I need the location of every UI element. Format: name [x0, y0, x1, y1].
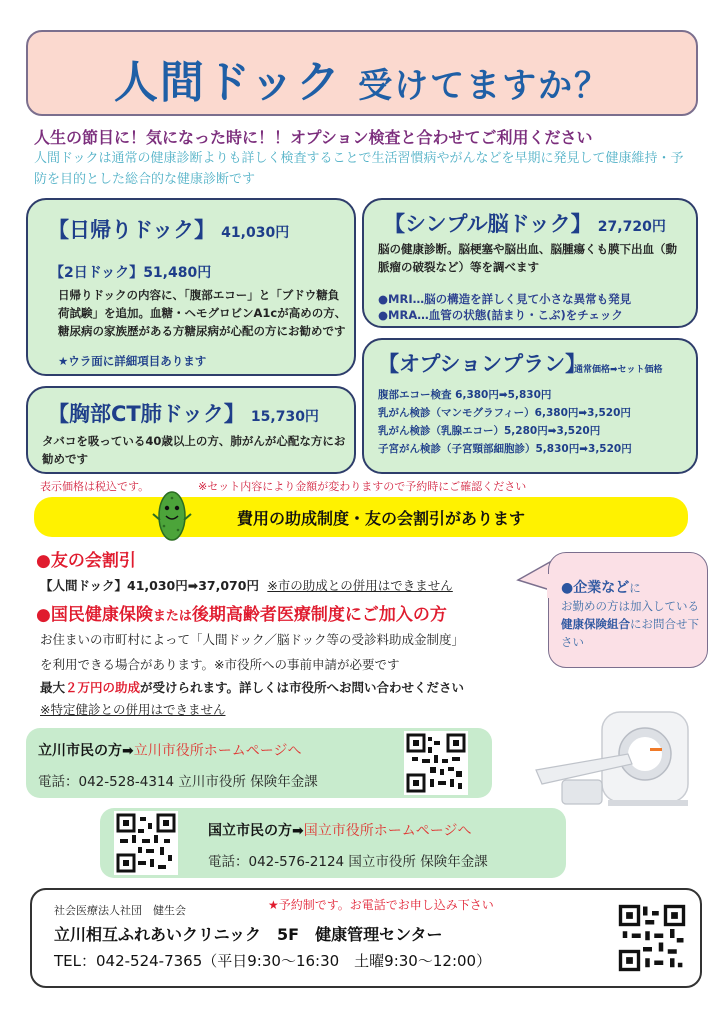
qr-code-icon — [616, 902, 688, 974]
kunitachi-qr-code[interactable] — [114, 811, 178, 875]
kokuho-line3-c: が受けられます。詳しくは市役所へお問い合わせください — [140, 680, 465, 695]
tachikawa-qr-code[interactable] — [404, 731, 468, 795]
title-box — [26, 30, 698, 116]
kokuho-max-subsidy: ２万円の助成 — [65, 680, 141, 695]
tachikawa-phone: 電話：042-528-4314 立川市役所 保険年金課 — [38, 774, 318, 790]
option-plan-card — [362, 338, 698, 474]
two-day-dock-price: 51,480円 — [143, 265, 212, 281]
day-dock-price: 41,030円 — [221, 225, 290, 241]
page-title — [28, 46, 696, 110]
kunitachi-homepage-link[interactable]: 国立市役所ホームページへ — [303, 823, 472, 839]
day-dock-heading — [48, 214, 289, 244]
kokuho-line1: お住まいの市町村によって「人間ドック／脳ドック等の受診料助成金制度」 — [40, 632, 465, 647]
chest-ct-heading — [48, 398, 319, 428]
clinic-footer — [30, 888, 702, 988]
reservation-note: ★予約制です。お電話でお申し込み下さい — [268, 898, 494, 912]
day-dock-card — [26, 198, 356, 376]
kokuho-line2: を利用できる場合があります。※市役所への事前申請が必要です — [40, 657, 400, 672]
tachikawa-box — [26, 728, 492, 798]
option-item: 腹部エコー検査 6,380円➡5,830円 — [378, 389, 552, 401]
two-day-dock-heading — [50, 262, 211, 282]
kokuho-heading-a: ●国民健康保険 — [36, 605, 153, 625]
set-change-note: ※セット内容により金額が変わりますので予約時にご確認ください — [198, 480, 527, 493]
chest-ct-description: タバコを吸っている40歳以上の方、肺がんが心配な方にお勧めです — [42, 434, 346, 466]
option-item: 乳がん検診（乳腺エコー）5,280円➡3,520円 — [378, 425, 601, 437]
org-name: 社会医療法人社団 健生会 — [54, 904, 186, 917]
kokuho-heading — [36, 600, 447, 625]
chest-ct-card — [26, 386, 356, 474]
bubble-text-c: にお問合せ下さい — [561, 617, 699, 649]
company-bubble — [548, 552, 708, 668]
kokuho-line4: ※特定健診との併用はできません — [40, 702, 226, 717]
tomo-price-line — [40, 576, 453, 594]
kokuho-line3-a: 最大 — [40, 680, 66, 695]
mra-line: ●MRA…血管の状態(詰まり・こぶ)をチェック — [378, 308, 623, 322]
tachikawa-title — [38, 740, 301, 760]
intro-text: 人間ドックは通常の健康診断よりも詳しく検査することで生活習慣病やがんなどを早期に発見して健康維持・予防を目的とした総合的な健康診断です — [34, 151, 684, 187]
tomo-price: 【人間ドック】41,030円➡37,070円 — [40, 578, 259, 593]
brain-dock-title: 【シンプル脳ドック】 — [384, 212, 592, 236]
brain-dock-description: 脳の健康診断。脳梗塞や脳出血、脳腫瘍くも膜下出血（動脈瘤の破裂など）等を調べます — [378, 242, 677, 274]
tachikawa-label: 立川市民の方➡ — [38, 743, 134, 759]
clinic-name: 立川相互ふれあいクリニック 5F 健康管理センター — [54, 925, 443, 944]
bubble-heading-suffix: に — [629, 581, 641, 595]
day-dock-note: ★ウラ面に詳細項目あります — [58, 354, 207, 368]
tomo-heading: ●友の会割引 — [36, 551, 136, 571]
bubble-text-a: お勤めの方は加入している — [561, 599, 699, 613]
option-plan-price-note: 通常価格➡セット価格 — [574, 365, 663, 375]
chest-ct-price: 15,730円 — [250, 409, 319, 425]
clinic-tel[interactable]: TEL：042-524-7365（平日9:30～16:30 土曜9:30～12:00） — [54, 952, 492, 970]
day-dock-description: 日帰りドックの内容に、「腹部エコー」と「ブドウ糖負荷試験」を追加。血糖・ヘモグロビンA1cが高めの方、糖尿病の家族歴がある方糖尿病が心配の方にお勧めです — [58, 288, 347, 338]
bubble-seam — [547, 574, 551, 598]
ct-scanner-icon — [532, 706, 712, 816]
tomo-note: ※市の助成との併用はできません — [267, 578, 453, 593]
tagline: 人生の節目に！気になった時に！！オプション検査と合わせてご利用ください — [34, 128, 593, 147]
clinic-qr-code[interactable] — [616, 902, 688, 974]
kokuho-heading-c: 後期高齢者医療制度にご加入の方 — [191, 605, 447, 625]
kokuho-line3 — [40, 678, 464, 696]
title-sub: 受けてますか？ — [358, 66, 611, 106]
kunitachi-box — [100, 808, 566, 878]
tax-note: 表示価格は税込です。 — [40, 480, 150, 493]
bubble-text — [561, 579, 701, 651]
tachikawa-homepage-link[interactable]: 立川市役所ホームページへ — [133, 743, 302, 759]
kunitachi-phone: 電話：042-576-2124 国立市役所 保険年金課 — [208, 854, 488, 870]
chest-ct-title: 【胸部CT肺ドック】 — [48, 402, 245, 426]
qr-code-icon — [404, 731, 468, 795]
day-dock-title: 【日帰りドック】 — [48, 218, 216, 242]
kunitachi-label: 国立市民の方➡ — [208, 823, 304, 839]
banner-text: 費用の助成制度・友の会割引があります — [236, 509, 525, 528]
title-main: 人間ドック — [113, 57, 343, 108]
bubble-health-insurance: 健康保険組合 — [561, 617, 630, 631]
kunitachi-title — [208, 820, 471, 840]
qr-code-icon — [114, 811, 178, 875]
option-plan-heading — [378, 348, 586, 378]
kokuho-heading-b: または — [152, 609, 192, 624]
option-item: 乳がん検診（マンモグラフィー）6,380円➡3,520円 — [378, 407, 631, 419]
brain-dock-heading — [384, 208, 666, 238]
mri-line: ●MRI…脳の構造を詳しく見て小さな異常も発見 — [378, 292, 632, 306]
option-item: 子宮がん検診（子宮頸部細胞診）5,830円➡3,520円 — [378, 443, 632, 455]
two-day-dock-title: 【2日ドック】 — [50, 265, 144, 281]
option-plan-title: 【オプションプラン】 — [378, 352, 587, 376]
subsidy-banner — [34, 497, 688, 537]
cucumber-mascot-icon — [152, 486, 192, 546]
brain-dock-card — [362, 198, 698, 328]
brain-dock-price: 27,720円 — [597, 219, 666, 235]
bubble-heading: ●企業など — [561, 580, 630, 596]
